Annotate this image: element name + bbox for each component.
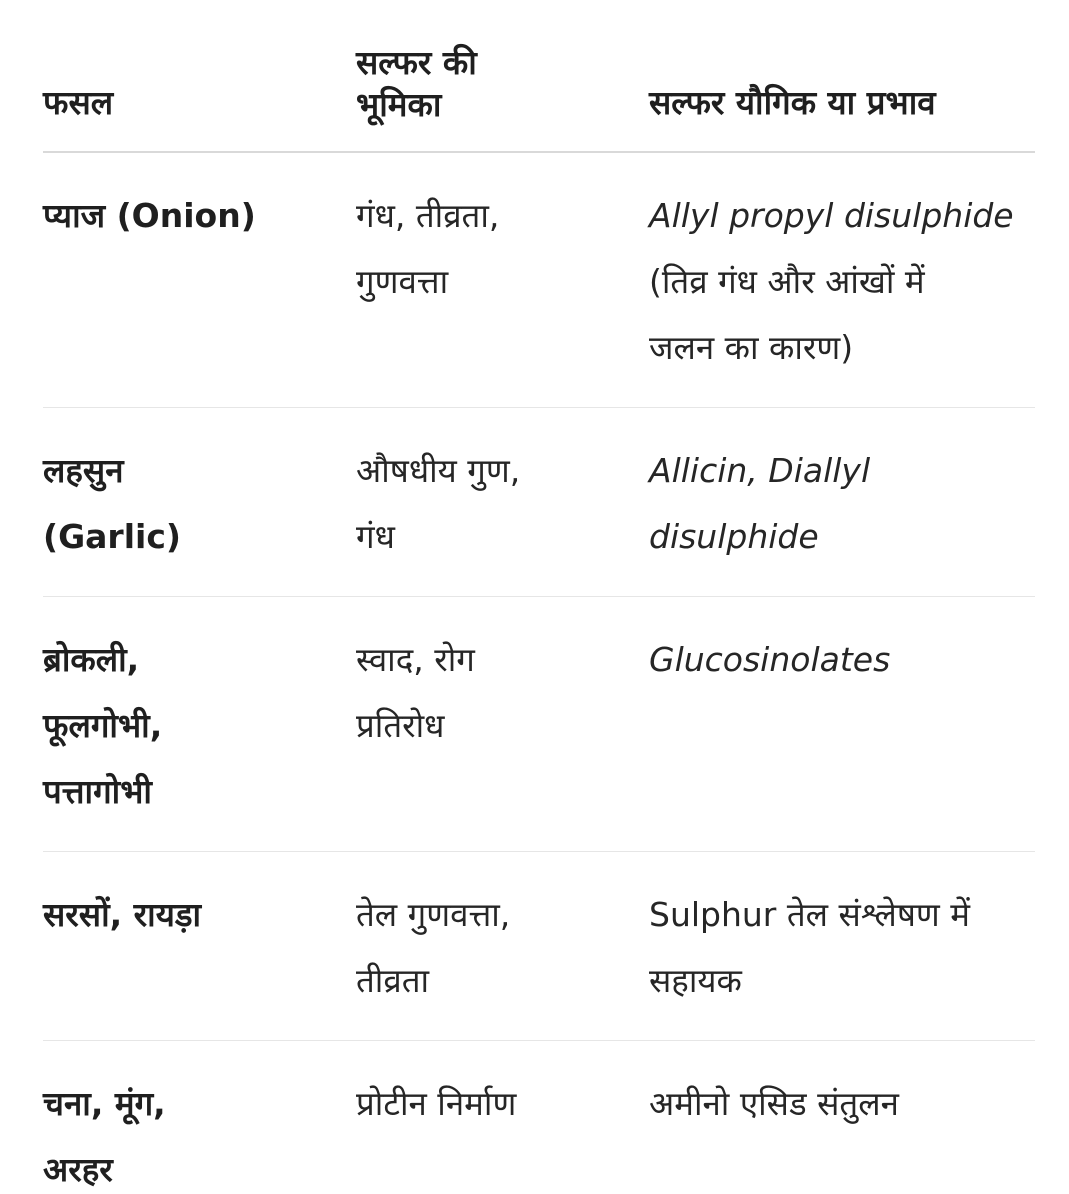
crop-line: अरहर <box>43 1150 113 1189</box>
crop-cell <box>43 438 333 570</box>
crop-line: प्याज (Onion) <box>43 196 256 235</box>
header-crop: फसल <box>43 83 114 122</box>
compound-note: (तिव्र गंध और आंखों में <box>649 262 925 301</box>
compound-cell <box>649 438 1035 570</box>
crop-line: लहसुन <box>43 451 124 490</box>
sulphur-crop-table <box>43 0 1035 1194</box>
compound-cell <box>649 183 1035 381</box>
table-row <box>43 597 1035 852</box>
compound-note: अमीनो एसिड संतुलन <box>649 1084 899 1123</box>
role-cell <box>356 882 616 1014</box>
compound-note: सहायक <box>649 961 742 1000</box>
compound-cell <box>649 627 1035 693</box>
crop-line: (Garlic) <box>43 517 181 556</box>
role-line: तीव्रता <box>356 961 430 1000</box>
compound-name: Allicin, Diallyl <box>649 451 871 490</box>
role-line: प्रोटीन निर्माण <box>356 1084 517 1123</box>
table-row <box>43 852 1035 1041</box>
role-cell <box>356 1071 616 1137</box>
role-line: गंध <box>356 517 395 556</box>
crop-cell <box>43 183 333 249</box>
role-cell <box>356 183 616 315</box>
table-header <box>43 0 1035 153</box>
role-line: गंध, तीव्रता, <box>356 196 500 235</box>
compound-note: Sulphur तेल संश्लेषण में <box>649 895 970 934</box>
crop-cell <box>43 1071 333 1194</box>
crop-line: सरसों, रायड़ा <box>43 895 202 934</box>
compound-note: जलन का कारण) <box>649 328 854 367</box>
header-role-line2: भूमिका <box>356 85 442 124</box>
header-role <box>356 42 477 126</box>
crop-line: ब्रोकली, <box>43 640 140 679</box>
compound-cell <box>649 882 1035 1014</box>
header-role-line1: सल्फर की <box>356 43 477 82</box>
compound-name: Allyl propyl disulphide <box>649 196 1014 235</box>
crop-line: फूलगोभी, <box>43 706 163 745</box>
table-row <box>43 408 1035 597</box>
role-line: औषधीय गुण, <box>356 451 521 490</box>
table-row <box>43 1041 1035 1194</box>
role-line: तेल गुणवत्ता, <box>356 895 511 934</box>
crop-line: चना, मूंग, <box>43 1084 166 1123</box>
role-line: स्वाद, रोग <box>356 640 475 679</box>
compound-cell <box>649 1071 1035 1137</box>
role-line: प्रतिरोध <box>356 706 445 745</box>
crop-line: पत्तागोभी <box>43 772 152 811</box>
role-cell <box>356 627 616 759</box>
role-cell <box>356 438 616 570</box>
compound-name: Glucosinolates <box>649 640 891 679</box>
compound-name: disulphide <box>649 517 819 556</box>
crop-cell <box>43 882 333 948</box>
role-line: गुणवत्ता <box>356 262 449 301</box>
crop-cell <box>43 627 333 825</box>
table-row <box>43 153 1035 408</box>
header-compound: सल्फर यौगिक या प्रभाव <box>649 83 936 122</box>
